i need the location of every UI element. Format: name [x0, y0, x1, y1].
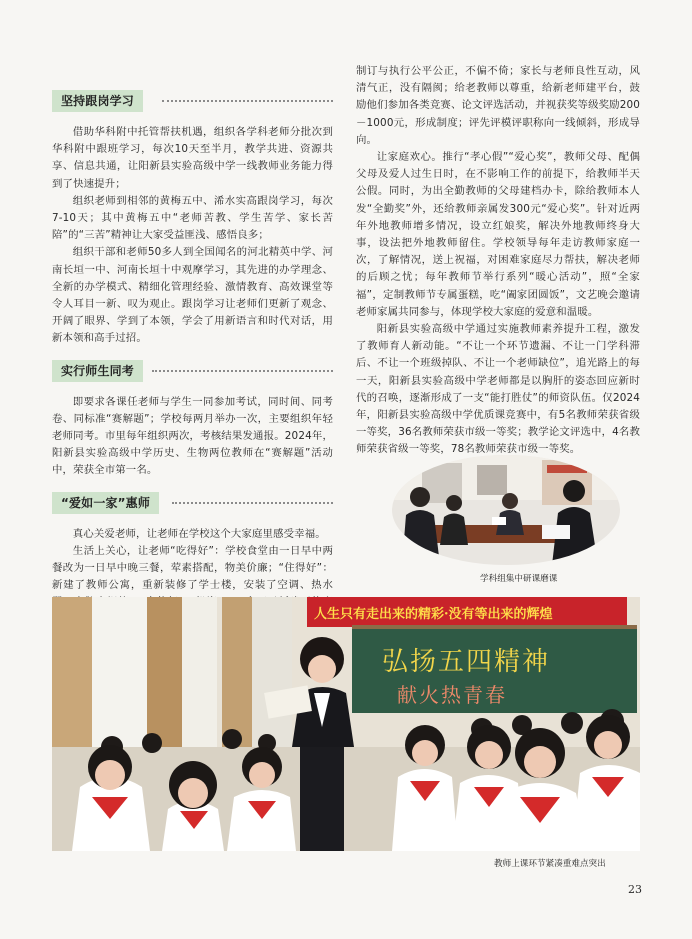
section-title: 实行师生同考 [52, 360, 143, 382]
dotted-divider [152, 370, 333, 372]
paragraph: 借助华科附中托管帮扶机遇，组织各学科老师分批次到华科附中跟班学习，每次10天至半月，教学共进、资源共享、信息共通，让阳新县实验高级中学一线教师业务能力得到了快速提升； [52, 126, 333, 190]
paragraph: 让家庭欢心。推行“孝心假”“爱心奖”，教师父母、配偶父母及爱人过生日时，在不影响工作的前提下，给教师半天公假。同时，为出全勤教师的父母建档办卡，除给教师本人发“全勤奖”外，还给教师亲属发300元“爱心奖”。针对近两年外地教师增多情况，设立红娘奖，解决外地教师终身大事，设法把外地教师留住。学校领导每年走访教师家庭一次，了解情况，送上祝福，对困难家庭尽力帮扶，解决老师的后顾之忧；每年教师节举行系列“暖心活动”，照“全家福”，定制教师节专属蛋糕，吃“阖家团圆饭”，文艺晚会邀请老师家属共同参与，体现学校大家庭的爱意和温暖。 [356, 151, 640, 318]
photo-caption: 教师上课环节紧凑重难点突出 [494, 859, 606, 869]
section-heading-3 [52, 492, 333, 516]
meeting-photo-art [392, 455, 620, 565]
blackboard-slogan-2: 献火热青春 [397, 683, 507, 707]
classroom-photo-art [52, 597, 640, 851]
paragraph: 真心关爱老师，让老师在学校这个大家庭里感受幸福。 [72, 527, 326, 540]
section-heading-2 [52, 360, 333, 384]
right-column [356, 63, 640, 459]
slogan-banner: 人生只有走出来的精彩·没有等出来的辉煌 [314, 607, 553, 622]
paragraph: 即要求各课任老师与学生一同参加考试，同时间、同考卷、同标准“赛解题”；学校每两月举办一次，主要组织年轻老师同考。市里每年组织两次，考核结果发通报。2024年，阳新县实验高级中学历史、生物两位教师在“赛解题”活动中，荣获全市第一名。 [52, 395, 333, 477]
dotted-divider [172, 502, 333, 504]
classroom-photo [52, 597, 640, 851]
paragraph: 制订与执行公平公正，不偏不倚；家长与老师良性互动，风清气正，没有隔阂；给老教师以尊重，给新老师建平台，鼓励他们参加各类竞赛、论文评选活动，并视获奖等级奖励200－1000元，形成制度；评先评模评职称向一线倾斜，形成导向。 [356, 65, 640, 146]
paragraph: 生活上关心，让老师“吃得好”：学校食堂由一日早中两餐改为一日早中晚三餐，荤素搭配，物美价廉；“住得好”：新建了教师公寓，重新装修了学士楼，安装了空调、热水 [52, 544, 333, 592]
paragraph: 阳新县实验高级中学通过实施教师素养提升工程，激发了教师育人新动能。“不让一个环节遗漏、不让一门学科滞后、不让一个班级掉队、不让一个老师缺位”，追光路上的每一天，阳新县实验高级中学老师都是以胸肝的姿态回应新时代的召唤，逐渐形成了一支“能打胜仗”的师资队伍。仅2024年，阳新县实验高级中学优质课竞赛中，有5名教师荣获省级一等奖，36名教师荣获市级一等奖；教学论文评选中，4名教师荣获省级一等奖，78名教师荣获市级一等奖。 [356, 323, 640, 456]
meeting-photo [392, 455, 620, 565]
left-column [52, 90, 333, 646]
paragraph: 组织干部和老师50多人到全国闻名的河北精英中学、河南长垣一中、河南长垣十中观摩学习，其先进的办学理念、全新的办学模式、精细化管理经验、激情教育、高效课堂等令人耳目一新、叹为观止。跟岗学习让老师们更新了观念、开阔了眼界、学到了本领，学会了用新语言和时代对话，用新本领和高手过招。 [52, 246, 333, 345]
section-title: “爱如一家”惠师 [52, 492, 159, 514]
blackboard-slogan: 弘扬五四精神 [382, 647, 551, 677]
section-title: 坚持跟岗学习 [52, 90, 143, 112]
dotted-divider [162, 100, 333, 102]
paragraph: 组织老师到相邻的黄梅五中、浠水实高跟岗学习，每次7-10天；其中黄梅五中“老师苦教、学生苦学、家长苦陪”的“三苦”精神让大家受益匪浅、感悟良多； [52, 194, 333, 242]
photo-caption: 学科组集中研课磨课 [480, 574, 558, 584]
page-number: 23 [628, 883, 642, 896]
section-heading-1 [52, 90, 333, 114]
